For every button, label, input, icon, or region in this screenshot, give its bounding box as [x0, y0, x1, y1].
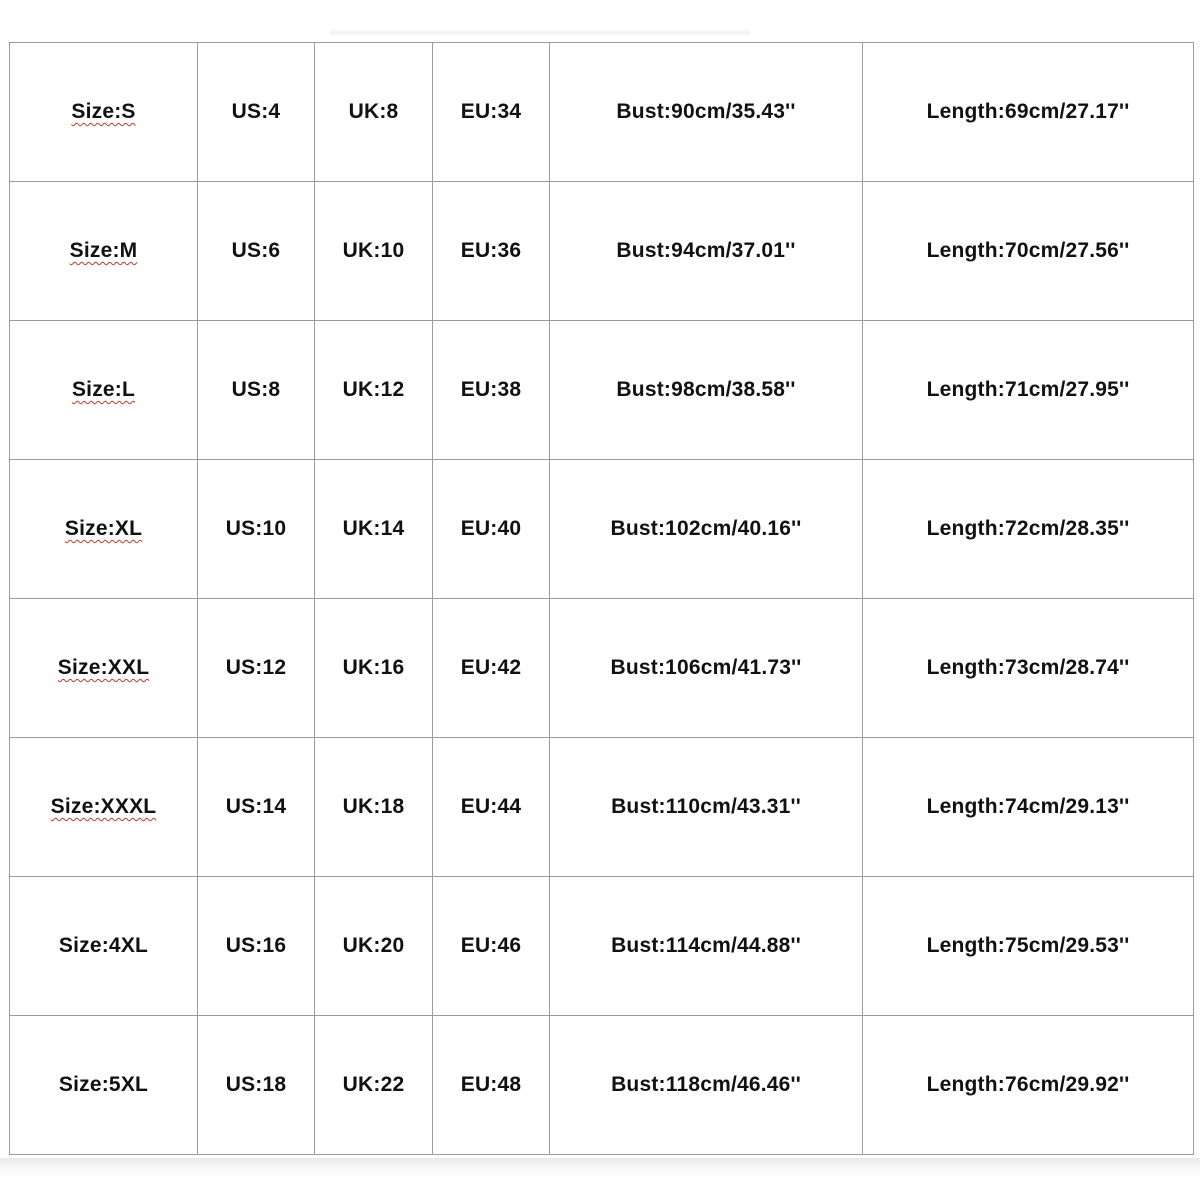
uk-size-cell: UK:18: [315, 738, 433, 877]
bottom-edge-shadow: [0, 1158, 1200, 1180]
table-row: [10, 599, 1194, 738]
bust-cell: Bust:94cm/37.01'': [550, 182, 863, 321]
eu-size-cell: EU:44: [433, 738, 550, 877]
us-size-cell: US:14: [198, 738, 315, 877]
size-cell: [10, 738, 198, 877]
eu-size-cell: EU:42: [433, 599, 550, 738]
us-size-cell: US:6: [198, 182, 315, 321]
size-cell: [10, 1016, 198, 1155]
table-row: [10, 321, 1194, 460]
us-size-cell: US:8: [198, 321, 315, 460]
size-label: Size:M: [69, 239, 138, 262]
eu-size-cell: EU:34: [433, 43, 550, 182]
size-label: Size:XXXL: [50, 795, 157, 818]
length-cell: Length:73cm/28.74'': [863, 599, 1194, 738]
size-cell: [10, 877, 198, 1016]
size-cell: [10, 43, 198, 182]
us-size-cell: US:4: [198, 43, 315, 182]
size-label: Size:XL: [64, 517, 143, 540]
uk-size-cell: UK:20: [315, 877, 433, 1016]
uk-size-cell: UK:22: [315, 1016, 433, 1155]
size-label: Size:L: [71, 378, 136, 401]
top-edge-shadow: [330, 28, 750, 36]
bust-cell: Bust:102cm/40.16'': [550, 460, 863, 599]
length-cell: Length:71cm/27.95'': [863, 321, 1194, 460]
bust-cell: Bust:106cm/41.73'': [550, 599, 863, 738]
us-size-cell: US:18: [198, 1016, 315, 1155]
us-size-cell: US:16: [198, 877, 315, 1016]
uk-size-cell: UK:8: [315, 43, 433, 182]
uk-size-cell: UK:10: [315, 182, 433, 321]
eu-size-cell: EU:38: [433, 321, 550, 460]
us-size-cell: US:10: [198, 460, 315, 599]
table-row: [10, 460, 1194, 599]
table-row: [10, 182, 1194, 321]
eu-size-cell: EU:36: [433, 182, 550, 321]
uk-size-cell: UK:16: [315, 599, 433, 738]
bust-cell: Bust:114cm/44.88'': [550, 877, 863, 1016]
length-cell: Length:72cm/28.35'': [863, 460, 1194, 599]
length-cell: Length:76cm/29.92'': [863, 1016, 1194, 1155]
length-cell: Length:74cm/29.13'': [863, 738, 1194, 877]
eu-size-cell: EU:48: [433, 1016, 550, 1155]
size-label: Size:4XL: [58, 934, 149, 957]
table-row: [10, 1016, 1194, 1155]
size-cell: [10, 182, 198, 321]
length-cell: Length:70cm/27.56'': [863, 182, 1194, 321]
size-cell: [10, 321, 198, 460]
size-label: Size:S: [71, 100, 136, 123]
size-cell: [10, 599, 198, 738]
length-cell: Length:75cm/29.53'': [863, 877, 1194, 1016]
eu-size-cell: EU:40: [433, 460, 550, 599]
table-row: [10, 877, 1194, 1016]
uk-size-cell: UK:14: [315, 460, 433, 599]
uk-size-cell: UK:12: [315, 321, 433, 460]
bust-cell: Bust:118cm/46.46'': [550, 1016, 863, 1155]
size-label: Size:5XL: [58, 1073, 149, 1096]
bust-cell: Bust:110cm/43.31'': [550, 738, 863, 877]
length-cell: Length:69cm/27.17'': [863, 43, 1194, 182]
size-chart-table: [9, 42, 1194, 1155]
bust-cell: Bust:90cm/35.43'': [550, 43, 863, 182]
size-cell: [10, 460, 198, 599]
size-label: Size:XXL: [57, 656, 150, 679]
table-row: [10, 738, 1194, 877]
us-size-cell: US:12: [198, 599, 315, 738]
eu-size-cell: EU:46: [433, 877, 550, 1016]
bust-cell: Bust:98cm/38.58'': [550, 321, 863, 460]
table-row: [10, 43, 1194, 182]
